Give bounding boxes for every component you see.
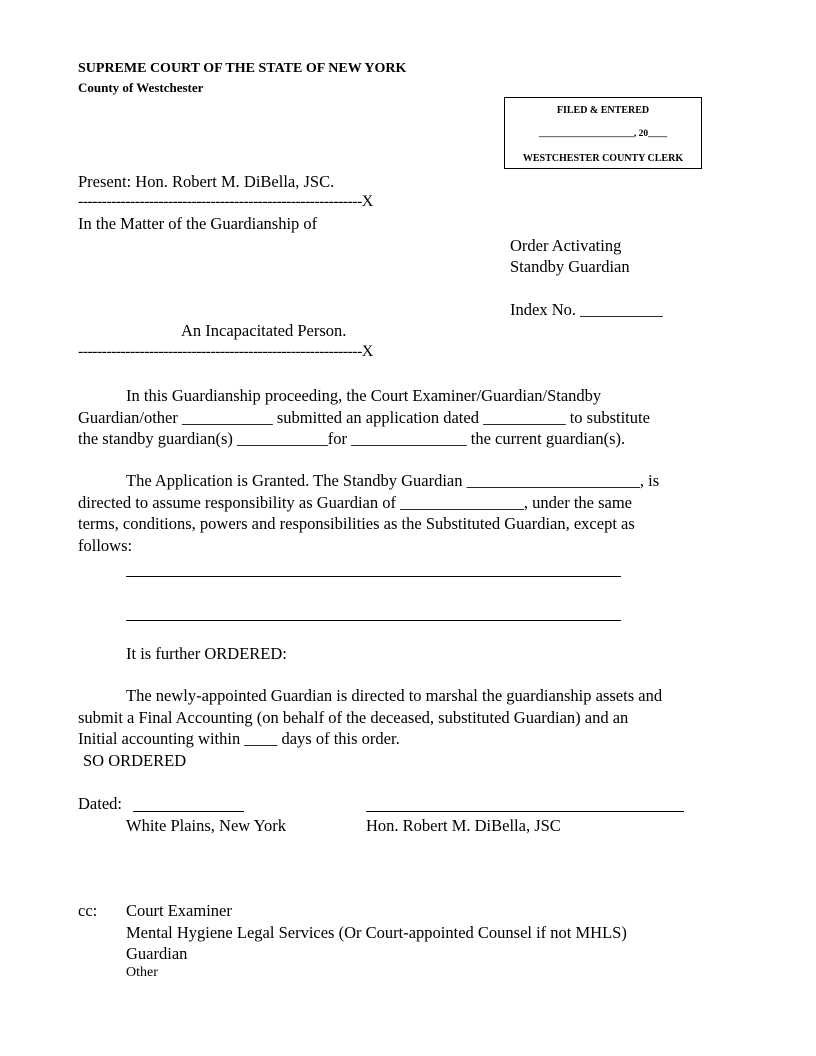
- granted-paragraph: [78, 470, 738, 556]
- caption-separator-top: ------------------------------------------------------------X: [78, 193, 373, 210]
- paragraph1-line1: In this Guardianship proceeding, the Court Examiner/Guardian/Standby: [126, 386, 602, 405]
- county-name: County of Westchester: [78, 80, 204, 95]
- exception-blank-line-2: [126, 620, 621, 621]
- present-line: Present: Hon. Robert M. DiBella, JSC.: [78, 172, 335, 191]
- matter-line: In the Matter of the Guardianship of: [78, 214, 318, 233]
- judge-signature-line: [366, 811, 684, 812]
- date-blank-line: [133, 811, 244, 812]
- paragraph3-line3: Initial accounting within ____ days of this order.: [78, 729, 400, 748]
- cc-recipient: Other: [126, 965, 158, 980]
- cc-recipient: Court Examiner: [126, 901, 232, 920]
- marshal-assets-paragraph: [78, 685, 738, 750]
- filed-date-line: ____________________, 20____: [538, 129, 668, 139]
- county-clerk-label: WESTCHESTER COUNTY CLERK: [522, 153, 684, 164]
- index-number: Index No. __________: [510, 300, 663, 319]
- court-name: SUPREME COURT OF THE STATE OF NEW YORK: [78, 61, 407, 76]
- paragraph3-line1: The newly-appointed Guardian is directed to marshal the guardianship assets and: [126, 686, 663, 705]
- paragraph2-line2: directed to assume responsibility as Guardian of _______________, under the same: [78, 492, 633, 512]
- application-paragraph: [78, 385, 738, 450]
- incapacitated-person-line: An Incapacitated Person.: [181, 321, 347, 340]
- cc-label: cc:: [78, 901, 98, 920]
- so-ordered: SO ORDERED: [83, 751, 187, 770]
- further-ordered-heading: It is further ORDERED:: [126, 644, 287, 663]
- paragraph1-line2: Guardian/other ___________ submitted an application dated __________ to substitute: [78, 407, 650, 427]
- paragraph2-line4: follows:: [78, 535, 133, 555]
- paragraph1-line3: the standby guardian(s) ___________for ______________ the current guardian(s).: [78, 429, 626, 448]
- filed-entered-title: FILED & ENTERED: [556, 105, 650, 116]
- paragraph2-line3: terms, conditions, powers and responsibilities as the Substituted Guardian, except as: [78, 514, 635, 533]
- exception-blank-line-1: [126, 576, 621, 577]
- paragraph2-line1: The Application is Granted. The Standby Guardian _____________________, is: [126, 471, 660, 490]
- order-title-line2: Standby Guardian: [510, 257, 630, 276]
- paragraph3-line2: submit a Final Accounting (on behalf of the deceased, substituted Guardian) and an: [78, 707, 629, 727]
- cc-recipient: Guardian: [126, 944, 188, 963]
- caption-separator-bottom: ------------------------------------------------------------X: [78, 343, 373, 360]
- cc-recipient: Mental Hygiene Legal Services (Or Court-appointed Counsel if not MHLS): [126, 923, 627, 942]
- judge-name: Hon. Robert M. DiBella, JSC: [366, 816, 561, 835]
- dated-label: Dated:: [78, 794, 122, 813]
- signing-location: White Plains, New York: [126, 816, 286, 835]
- filed-entered-box: [504, 97, 702, 169]
- order-title-line1: Order Activating: [510, 236, 622, 255]
